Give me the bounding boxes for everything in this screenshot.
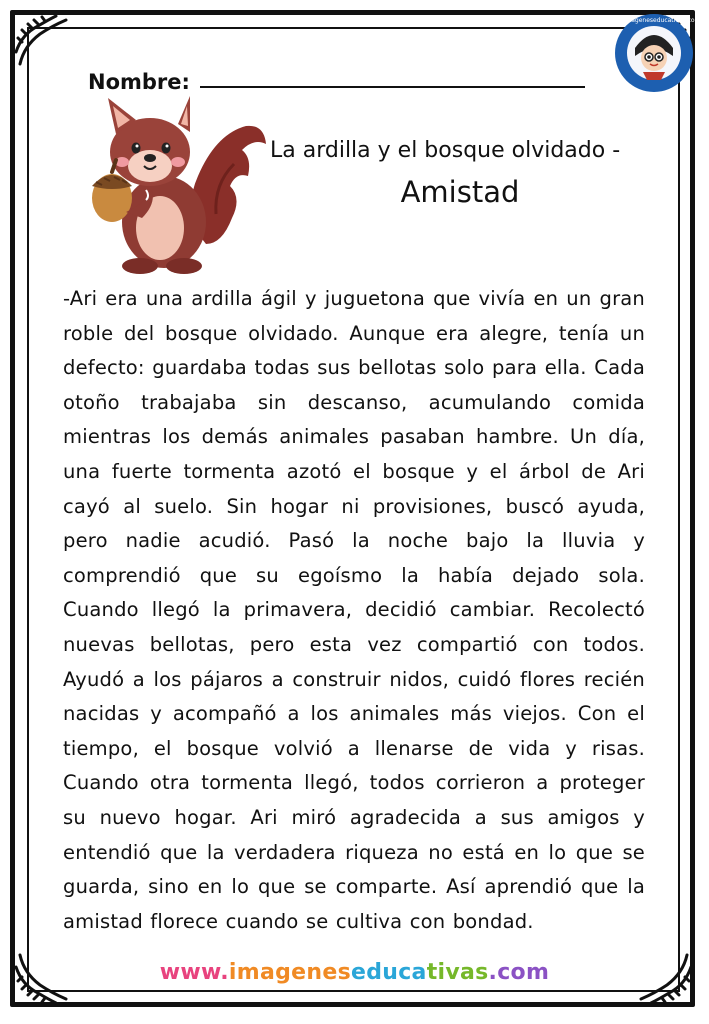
website-part: tivas: [426, 960, 489, 985]
logo-badge-icon: [607, 12, 701, 94]
logo-badge-text: www.imageneseducativas.com: [607, 17, 701, 24]
story-title-theme: Amistad: [400, 175, 520, 209]
website-part: www.: [159, 960, 229, 985]
story-paragraph: -Ari era una ardilla ágil y juguetona que vivía en un gran roble del bosque olvidado. Aunque era alegre, tenía un defecto: guardaba todas sus bellotas solo para ella. Cada otoño trabajaba sin descanso, acumulando comida mientras los demás animales pasaban hambre. Un día, una fuerte tormenta azotó el bosque y el árbol de Ari cayó al suelo. Sin hogar ni provisiones, buscó ayuda, pero nadie acudió. Pasó la noche bajo la lluvia y comprendió que su egoísmo la había dejado sola. Cuando llegó la primavera, decidió cambiar. Recolectó nuevas bellotas, pero esta vez compartió con todos. Ayudó a los pájaros a construir nidos, cuidó flores recién nacidas y acompañó a los animales más viejos. Con el tiempo, el bosque volvió a llenarse de vida y risas. Cuando otra tormenta llegó, todos corrieron a proteger su nuevo hogar. Ari miró agradecida a sus amigos y entendió que la verdadera riqueza no está en lo que se guarda, sino en lo que se comparte. Así aprendió que la amistad florece cuando se cultiva con bondad.: [63, 287, 645, 933]
website-link[interactable]: [0, 960, 709, 985]
name-field[interactable]: [88, 60, 585, 94]
website-part: .com: [488, 960, 550, 985]
website-part: imagenes: [228, 960, 351, 985]
name-line[interactable]: [200, 86, 585, 88]
corner-swirl-icon: [12, 12, 82, 82]
squirrel-illustration-icon: [86, 94, 266, 276]
story-title-line1: La ardilla y el bosque olvidado -: [270, 138, 621, 163]
name-label: Nombre:: [88, 70, 190, 94]
website-part: educa: [350, 960, 427, 985]
